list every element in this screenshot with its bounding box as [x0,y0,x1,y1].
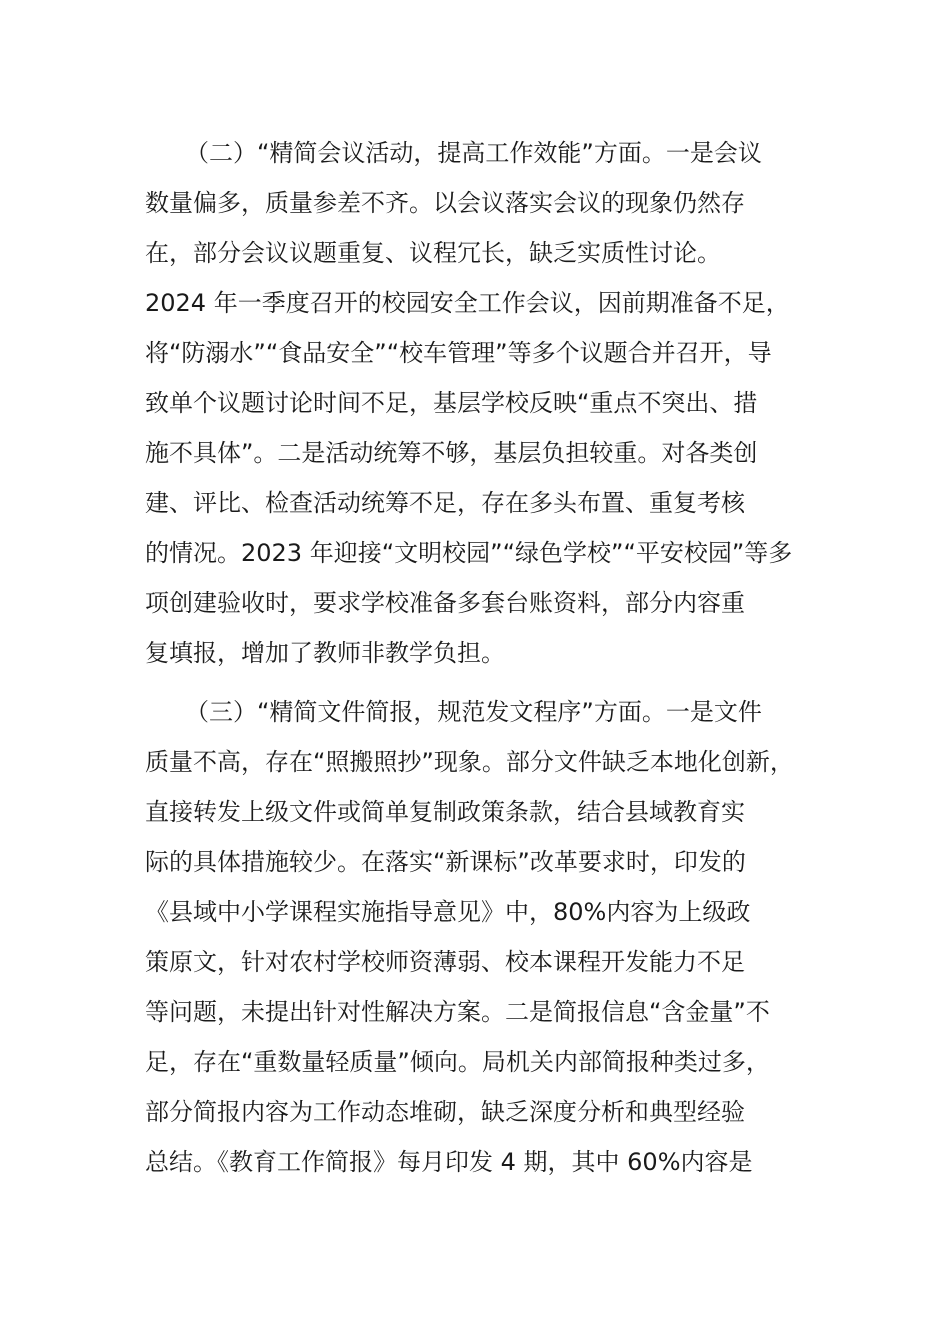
text-line: 复填报，增加了教师非教学负担。 [145,639,505,667]
paragraph-section-3 [145,687,825,1187]
text-line: 际的具体措施较少。在落实“新课标”改革要求时，印发的 [145,848,746,876]
document-body [145,128,825,1187]
text-line: 建、评比、检查活动统筹不足，存在多头布置、重复考核 [145,489,745,517]
text-line: 2024 年一季度召开的校园安全工作会议，因前期准备不足， [145,289,790,317]
text-line: 等问题，未提出针对性解决方案。二是简报信息“含金量”不 [145,998,770,1026]
text-line: 足，存在“重数量轻质量”倾向。局机关内部简报种类过多， [145,1048,770,1076]
text-line: 项创建验收时，要求学校准备多套台账资料，部分内容重 [145,589,745,617]
text-line: 数量偏多，质量参差不齐。以会议落实会议的现象仍然存 [145,189,745,217]
text-line: 将“防溺水”“食品安全”“校车管理”等多个议题合并召开，导 [145,339,772,367]
paragraph-section-2 [145,128,825,678]
text-line: 总结。《教育工作简报》每月印发 4 期，其中 60%内容是 [145,1148,753,1176]
text-line: 的情况。2023 年迎接“文明校园”“绿色学校”“平安校园”等多 [145,539,793,567]
text-line: 直接转发上级文件或简单复制政策条款，结合县域教育实 [145,798,745,826]
text-line: 在，部分会议议题重复、议程冗长，缺乏实质性讨论。 [145,239,721,267]
text-line: 策原文，针对农村学校师资薄弱、校本课程开发能力不足 [145,948,745,976]
text-line: （三）“精简文件简报，规范发文程序”方面。一是文件 [185,698,762,726]
text-line: 《县域中小学课程实施指导意见》中，80%内容为上级政 [145,898,751,926]
text-line: 部分简报内容为工作动态堆砌，缺乏深度分析和典型经验 [145,1098,745,1126]
text-line: （二）“精简会议活动，提高工作效能”方面。一是会议 [185,139,762,167]
text-line: 施不具体”。二是活动统筹不够，基层负担较重。对各类创 [145,439,758,467]
text-line: 致单个议题讨论时间不足，基层学校反映“重点不突出、措 [145,389,758,417]
text-line: 质量不高，存在“照搬照抄”现象。部分文件缺乏本地化创新， [145,748,794,776]
